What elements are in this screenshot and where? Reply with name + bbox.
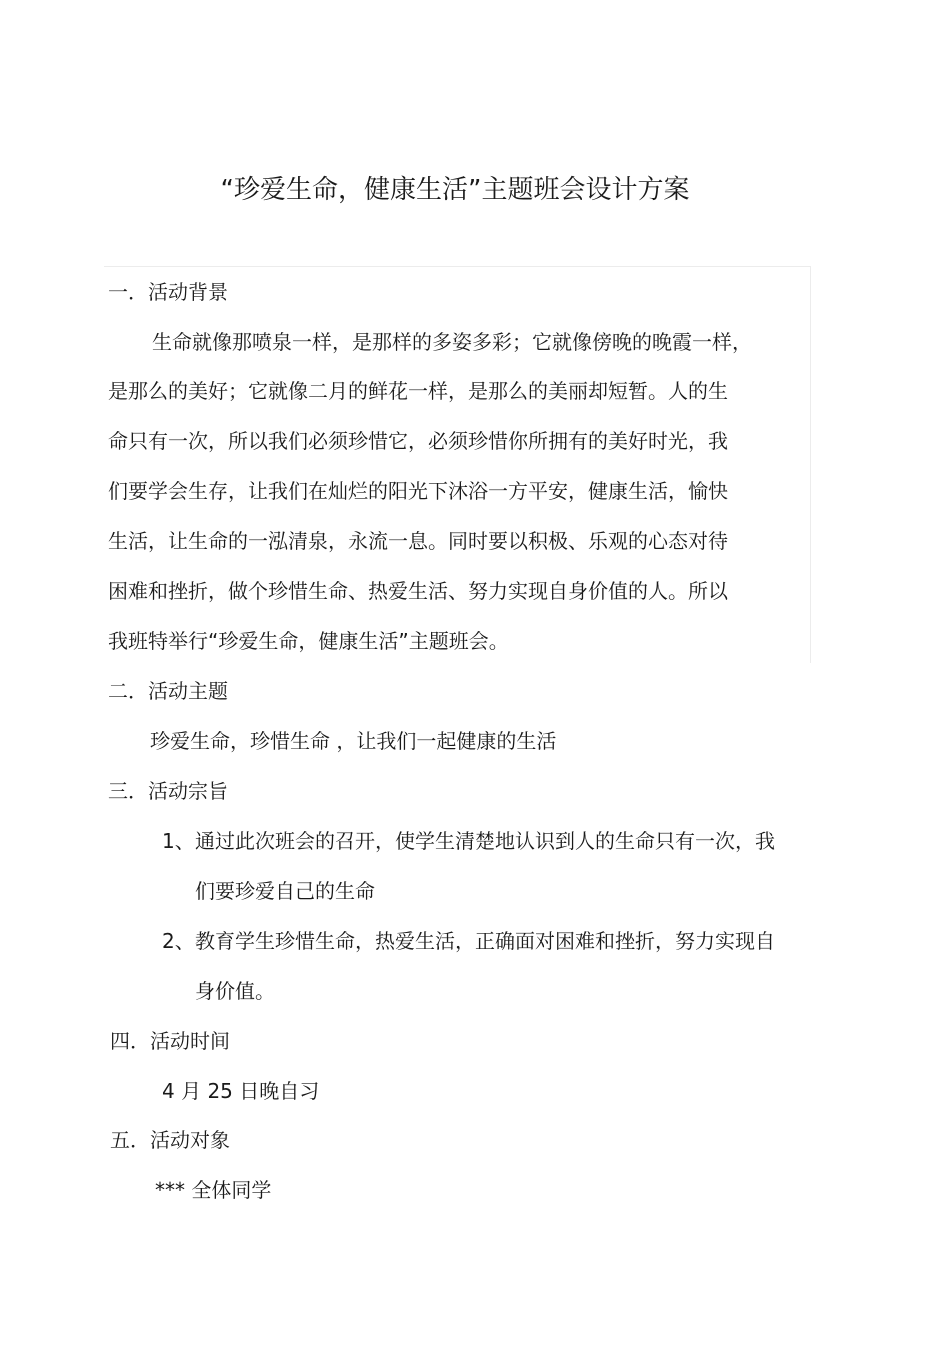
audience-text: *** 全体同学 <box>155 1178 272 1202</box>
time-text: 4 月 25 日晚自习 <box>162 1079 320 1103</box>
section-heading-theme: 二．活动主题 <box>108 679 228 703</box>
section-heading-time: 四．活动时间 <box>110 1029 230 1053</box>
section-heading-background: 一．活动背景 <box>108 280 228 304</box>
theme-text: 珍爱生命，珍惜生命 ，让我们一起健康的生活 <box>150 729 557 753</box>
background-line: 我班特举行“珍爱生命，健康生活”主题班会。 <box>108 629 509 653</box>
purpose-item-number: 2、 <box>162 929 195 953</box>
purpose-item-text: 通过此次班会的召开，使学生清楚地认识到人的生命只有一次，我 <box>195 829 775 853</box>
section-heading-audience: 五．活动对象 <box>110 1128 230 1152</box>
purpose-item-text: 身价值。 <box>195 979 275 1003</box>
background-line: 命只有一次，所以我们必须珍惜它，必须珍惜你所拥有的美好时光，我 <box>108 429 728 453</box>
purpose-item-number: 1、 <box>162 829 195 853</box>
background-line: 是那么的美好；它就像二月的鲜花一样，是那么的美丽却短暂。人的生 <box>108 379 728 403</box>
purpose-item-text: 教育学生珍惜生命，热爱生活，正确面对困难和挫折，努力实现自 <box>195 929 775 953</box>
purpose-item-text: 们要珍爱自己的生命 <box>195 879 375 903</box>
section-heading-purpose: 三．活动宗旨 <box>108 779 228 803</box>
document-title: “珍爱生命，健康生活”主题班会设计方案 <box>220 175 690 205</box>
background-line: 生命就像那喷泉一样，是那样的多姿多彩；它就像傍晚的晚霞一样， <box>152 330 752 354</box>
background-line: 们要学会生存，让我们在灿烂的阳光下沐浴一方平安，健康生活，愉快 <box>108 479 728 503</box>
background-line: 生活，让生命的一泓清泉，永流一息。同时要以积极、乐观的心态对待 <box>108 529 728 553</box>
background-line: 困难和挫折，做个珍惜生命、热爱生活、努力实现自身价值的人。所以 <box>108 579 728 603</box>
